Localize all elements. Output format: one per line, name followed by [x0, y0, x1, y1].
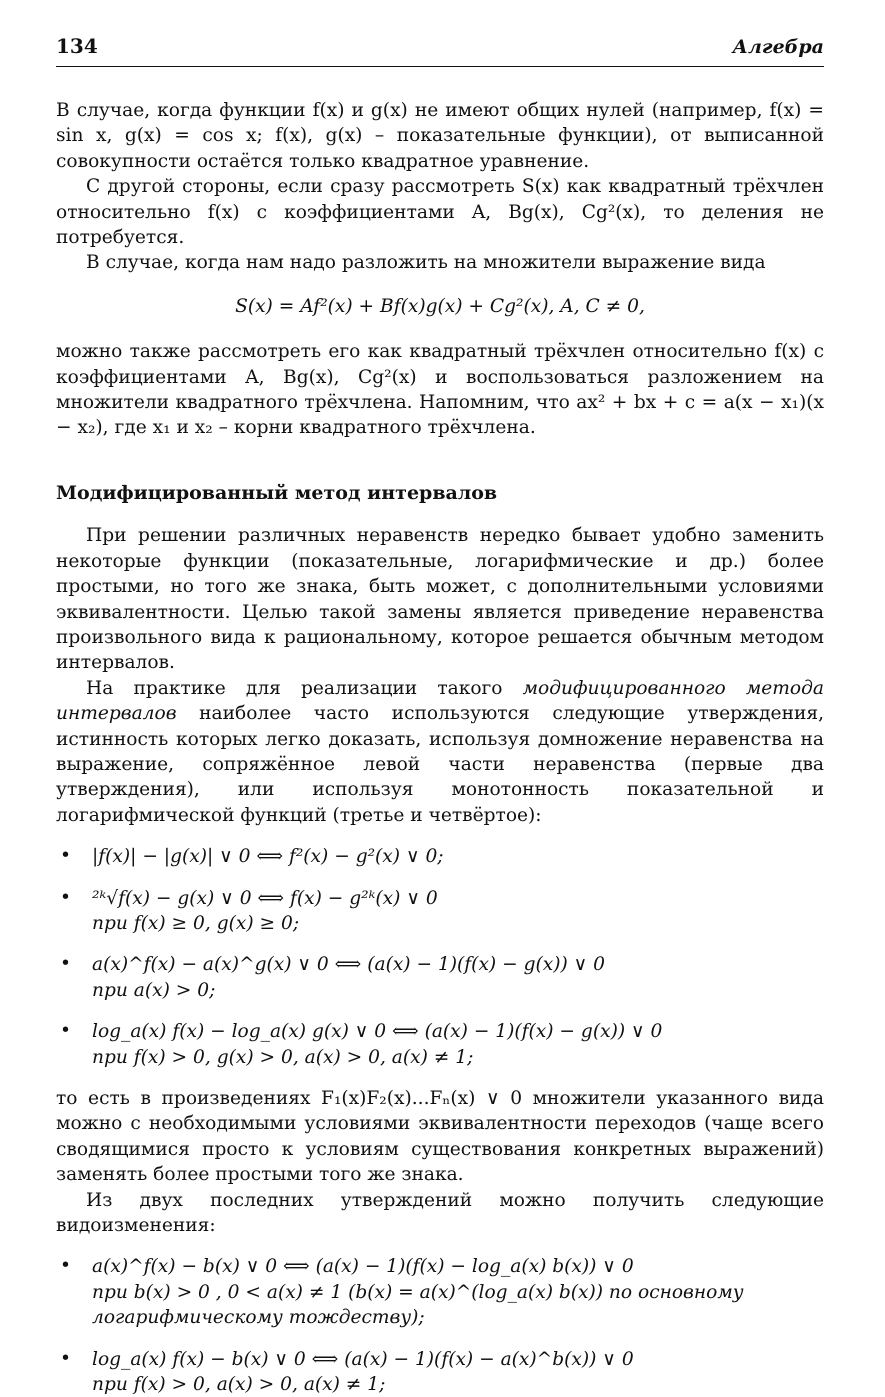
paragraph [56, 676, 824, 828]
bullet-icon: • [60, 845, 71, 867]
bullet-item [56, 844, 824, 869]
paragraph: В случае, когда нам надо разложить на множители выражение вида [86, 252, 766, 274]
bullet-item [56, 1254, 824, 1330]
bullet-condition: при f(x) > 0, a(x) > 0, a(x) ≠ 1; [92, 1374, 386, 1396]
bullet-condition: при f(x) ≥ 0, g(x) ≥ 0; [92, 912, 300, 934]
bullet-line: a(x)^f(x) − b(x) ∨ 0 ⟺ (a(x) − 1)(f(x) − log_a(x) b(x)) ∨ 0 [92, 1256, 634, 1278]
bullet-item [56, 1347, 824, 1397]
display-formula: S(x) = Af²(x) + Bf(x)g(x) + Cg²(x), A, C ≠ 0, [235, 295, 645, 317]
emphasis-term: модифицированного метода интервалов [56, 677, 824, 725]
paragraph: можно также рассмотреть его как квадратный трёхчлен относительно f(x) с коэффициентами A, Bg(x), Cg²(x) и воспользоваться разложением на множители квадратного трёхчлена. Напомним, что ax² + bx + c = a(x − x₁)(x − x₂), где x₁ и x₂ – корни квадратного трёхчлена. [56, 341, 824, 439]
bullet-item [56, 952, 824, 1003]
bullet-line: ²ᵏ√f(x) − g(x) ∨ 0 ⟺ f(x) − g²ᵏ(x) ∨ 0 [92, 887, 438, 909]
section-title: Модифицированный метод интервалов [56, 481, 498, 504]
bullet-icon: • [60, 1255, 71, 1277]
bullet-line: log_a(x) f(x) − b(x) ∨ 0 ⟺ (a(x) − 1)(f(x) − a(x)^b(x)) ∨ 0 [92, 1348, 634, 1370]
bullet-condition: при f(x) > 0, g(x) > 0, a(x) > 0, a(x) ≠ 1; [92, 1046, 474, 1068]
bullet-condition: при b(x) > 0 , 0 < a(x) ≠ 1 (b(x) = a(x)^(log_a(x) b(x)) по основному логарифмическому тождеству); [92, 1281, 744, 1329]
paragraph: С другой стороны, если сразу рассмотреть S(x) как квадратный трёхчлен относительно f(x) с коэффициентами A, Bg(x), Cg²(x), то деления не потребуется. [56, 176, 824, 249]
text-run: наиболее часто используются следующие утверждения, истинность которых легко доказать, используя домножение неравенства на выражение, сопряжённое левой части неравенства (первые два утверждения), или используя монотонность показательной и логарифмической функций (третье и четвёртое): [56, 703, 824, 826]
bullet-icon: • [60, 953, 71, 975]
page-header [56, 32, 824, 67]
bullet-icon: • [60, 1347, 71, 1369]
bullet-icon: • [60, 886, 71, 908]
bullet-line: |f(x)| − |g(x)| ∨ 0 ⟺ f²(x) − g²(x) ∨ 0; [92, 846, 444, 868]
bullet-line: a(x)^f(x) − a(x)^g(x) ∨ 0 ⟺ (a(x) − 1)(f(x) − g(x)) ∨ 0 [92, 954, 605, 976]
bullet-item [56, 1019, 824, 1070]
bullet-line: log_a(x) f(x) − log_a(x) g(x) ∨ 0 ⟺ (a(x) − 1)(f(x) − g(x)) ∨ 0 [92, 1021, 663, 1043]
paragraph: Из двух последних утверждений можно получить следующие видоизменения: [56, 1189, 824, 1237]
bullet-item [56, 886, 824, 937]
page-body [56, 98, 824, 1397]
bullet-condition: при a(x) > 0; [92, 979, 216, 1001]
text-run: На практике для реализации такого [86, 677, 523, 699]
page-number: 134 [56, 34, 98, 58]
bullet-icon: • [60, 1020, 71, 1042]
paragraph: то есть в произведениях F₁(x)F₂(x)...Fₙ(x) ∨ 0 множители указанного вида можно с необходимыми условиями эквивалентности переходов (чаще всего сводящимися просто к условиям существования конкретных выражений) заменять более простыми того же знака. [56, 1088, 824, 1186]
book-page [56, 32, 824, 1396]
running-title: Алгебра [732, 36, 824, 58]
paragraph: При решении различных неравенств нередко бывает удобно заменить некоторые функции (показательные, логарифмические и др.) более простыми, но того же знака, быть может, с дополнительными условиями эквивалентности. Целью такой замены является приведение неравенства произвольного вида к рациональному, которое решается обычным методом интервалов. [56, 525, 824, 674]
paragraph: В случае, когда функции f(x) и g(x) не имеют общих нулей (например, f(x) = sin x, g(x) = cos x; f(x), g(x) – показательные функции), от выписанной совокупности остаётся только квадратное уравнение. [56, 100, 824, 172]
